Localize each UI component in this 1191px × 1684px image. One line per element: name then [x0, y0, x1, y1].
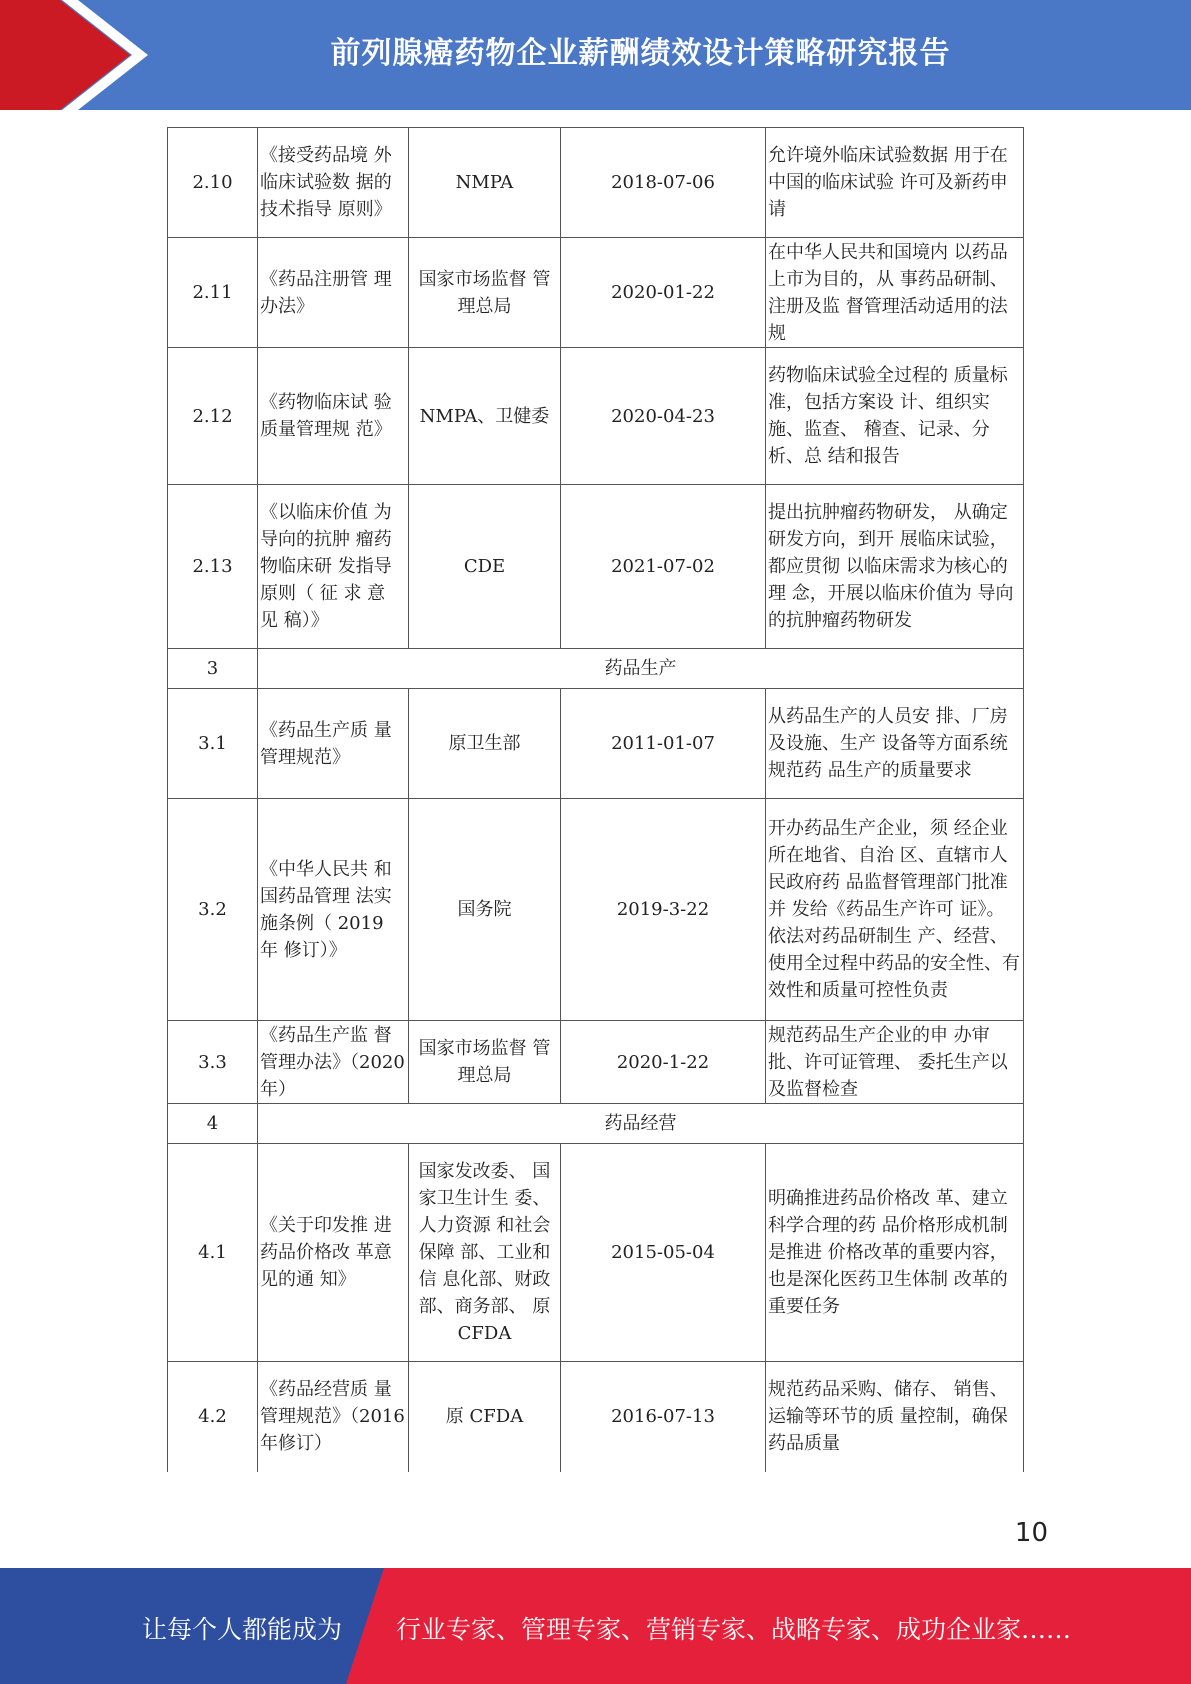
table-row	[168, 799, 1024, 1021]
regulation-table	[167, 127, 1024, 1472]
regulation-name: 《药品生产监 督管理办法》（2020 年）	[258, 1021, 409, 1104]
regulation-name: 《中华人民共 和国药品管理 法实施条例（ 2019 年 修订）》	[258, 799, 409, 1021]
table-row	[168, 1362, 1024, 1472]
page-footer	[0, 1568, 1191, 1684]
issuing-department: NMPA、卫健委	[409, 348, 561, 485]
issue-date: 2011-01-07	[561, 689, 766, 799]
regulation-name: 《接受药品境 外临床试验数 据的技术指导 原则》	[258, 128, 409, 238]
row-number: 4.1	[168, 1144, 258, 1362]
regulation-description: 药物临床试验全过程的 质量标准，包括方案设 计、组织实施、监查、 稽查、记录、分析、总 结和报告	[766, 348, 1024, 485]
issue-date: 2018-07-06	[561, 128, 766, 238]
issue-date: 2016-07-13	[561, 1362, 766, 1472]
issuing-department: 国家市场监督 管理总局	[409, 1021, 561, 1104]
page-header	[0, 0, 1191, 110]
row-number: 3.1	[168, 689, 258, 799]
page-number: 10	[1014, 1518, 1048, 1548]
row-number: 2.11	[168, 238, 258, 348]
regulation-description: 开办药品生产企业，须 经企业所在地省、自治 区、直辖市人民政府药 品监督管理部门批准并 发给《药品生产许可 证》。依法对药品研制生 产、经营、使用全过程中药品的安全性、有效性和质量可控性负责	[766, 799, 1024, 1021]
regulation-name: 《关于印发推 进药品价格改 革意见的通 知》	[258, 1144, 409, 1362]
regulation-description: 允许境外临床试验数据 用于在中国的临床试验 许可及新药申请	[766, 128, 1024, 238]
report-title: 前列腺癌药物企业薪酬绩效设计策略研究报告	[330, 36, 951, 71]
regulation-name: 《药品生产质 量管理规范》	[258, 689, 409, 799]
row-number: 2.13	[168, 485, 258, 649]
regulation-description: 提出抗肿瘤药物研发， 从确定研发方向，到开 展临床试验，都应贯彻 以临床需求为核心的理 念，开展以临床价值为 导向的抗肿瘤药物研发	[766, 485, 1024, 649]
section-title: 药品经营	[258, 1104, 1024, 1144]
section-title: 药品生产	[258, 649, 1024, 689]
regulation-description: 明确推进药品价格改 革、建立科学合理的药 品价格形成机制是推进 价格改革的重要内容， 也是深化医药卫生体制 改革的重要任务	[766, 1144, 1024, 1362]
issue-date: 2019-3-22	[561, 799, 766, 1021]
issue-date: 2015-05-04	[561, 1144, 766, 1362]
issuing-department: CDE	[409, 485, 561, 649]
regulation-description: 在中华人民共和国境内 以药品上市为目的，从 事药品研制、注册及监 督管理活动适用的法规	[766, 238, 1024, 348]
issue-date: 2020-1-22	[561, 1021, 766, 1104]
table-row	[168, 1021, 1024, 1104]
section-row	[168, 649, 1024, 689]
table-row	[168, 128, 1024, 238]
issuing-department: 国家发改委、 国家卫生计生 委、人力资源 和社会保障 部、工业和信 息化部、财政部、商务部、 原 CFDA	[409, 1144, 561, 1362]
row-number: 3.2	[168, 799, 258, 1021]
issue-date: 2021-07-02	[561, 485, 766, 649]
issuing-department: 国务院	[409, 799, 561, 1021]
issue-date: 2020-04-23	[561, 348, 766, 485]
regulation-name: 《药物临床试 验质量管理规 范》	[258, 348, 409, 485]
section-row	[168, 1104, 1024, 1144]
issue-date: 2020-01-22	[561, 238, 766, 348]
footer-slogan-right: 行业专家、管理专家、营销专家、战略专家、成功企业家……	[396, 1615, 1072, 1644]
regulation-description: 规范药品生产企业的申 办审批、许可证管理、 委托生产以及监督检查	[766, 1021, 1024, 1104]
row-number: 2.10	[168, 128, 258, 238]
table-row	[168, 238, 1024, 348]
section-number: 3	[168, 649, 258, 689]
regulation-name: 《药品经营质 量管理规范》（2016 年修订）	[258, 1362, 409, 1472]
table-row	[168, 348, 1024, 485]
issuing-department: 原卫生部	[409, 689, 561, 799]
issuing-department: NMPA	[409, 128, 561, 238]
section-number: 4	[168, 1104, 258, 1144]
table-row	[168, 485, 1024, 649]
table-row	[168, 689, 1024, 799]
row-number: 4.2	[168, 1362, 258, 1472]
row-number: 3.3	[168, 1021, 258, 1104]
regulation-name: 《以临床价值 为导向的抗肿 瘤药物临床研 发指导原则（ 征 求 意 见 稿）》	[258, 485, 409, 649]
regulation-description: 规范药品采购、储存、 销售、运输等环节的质 量控制，确保药品质量	[766, 1362, 1024, 1472]
regulation-name: 《药品注册管 理办法》	[258, 238, 409, 348]
table-row	[168, 1144, 1024, 1362]
issuing-department: 国家市场监督 管理总局	[409, 238, 561, 348]
regulation-description: 从药品生产的人员安 排、厂房及设施、生产 设备等方面系统规范药 品生产的质量要求	[766, 689, 1024, 799]
row-number: 2.12	[168, 348, 258, 485]
issuing-department: 原 CFDA	[409, 1362, 561, 1472]
footer-slogan-left: 让每个人都能成为	[142, 1615, 343, 1644]
